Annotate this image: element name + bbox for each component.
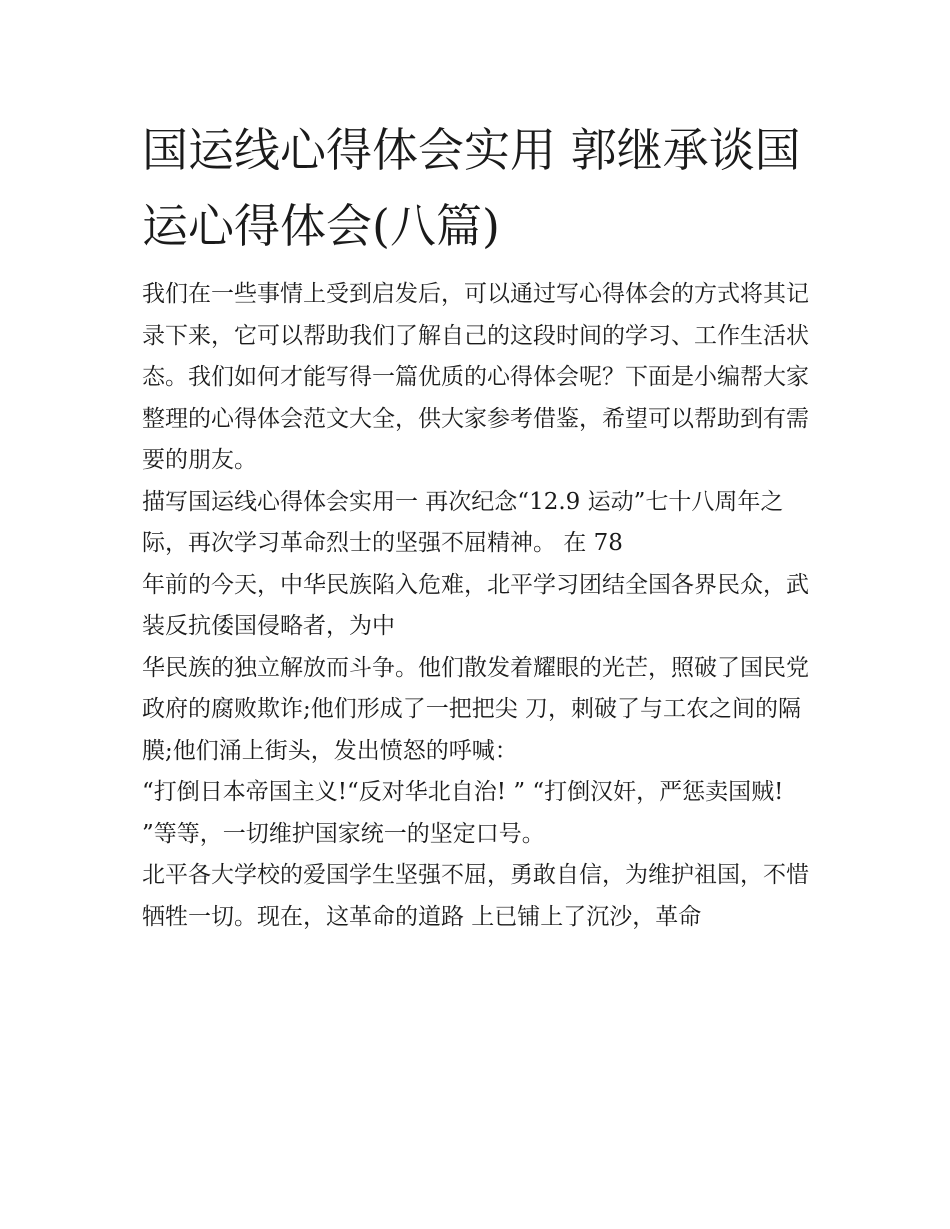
intro-paragraph: 我们在一些事情上受到启发后，可以通过写心得体会的方式将其记录下来，它可以帮助我们了解自己的这段时间的学习、工作生活状态。我们如何才能写得一篇优质的心得体会呢？下面是小编帮大家整理的心得体会范文大全，供大家参考借鉴，希望可以帮助到有需要的朋友。 [142,281,809,473]
body-paragraph: 描写国运线心得体会实用一 再次纪念“12.9 运动”七十八周年之际，再次学习革命烈士的坚强不屈精神。 在 78 [142,488,784,556]
document-page [142,112,814,938]
body-paragraph: 华民族的独立解放而斗争。他们散发着耀眼的光芒，照破了国民党政府的腐败欺诈;他们形成了一把把尖 刀，刺破了与工农之间的隔膜;他们涌上街头，发出愤怒的呼喊： [142,654,809,764]
body-paragraph: 年前的今天，中华民族陷入危难，北平学习团结全国各界民众，武装反抗倭国侵略者，为中 [142,571,809,639]
document-title: 国运线心得体会实用 郭继承谈国运心得体会(八篇) [142,123,801,253]
body-paragraph: “打倒日本帝国主义!“反对华北自治! ” “打倒汉奸，严惩卖国贼! ”等等，一切维护国家统一的坚定口号。 [142,779,784,847]
body-paragraph: 北平各大学校的爱国学生坚强不屈，勇敢自信，为维护祖国，不惜牺牲一切。现在，这革命的道路 上已铺上了沉沙，革命 [142,862,809,930]
